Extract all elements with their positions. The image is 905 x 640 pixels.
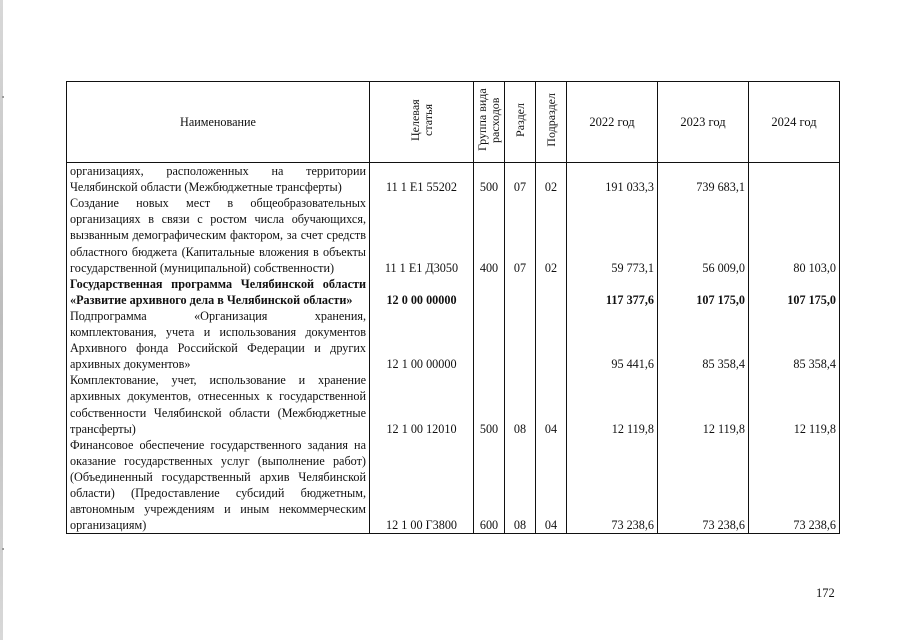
table-row (67, 437, 840, 534)
row-section (505, 308, 536, 372)
row-2022: 95 441,6 (567, 308, 658, 372)
row-target-article: 11 1 E1 Д3050 (370, 195, 474, 275)
row-expense-group (474, 276, 505, 308)
row-name: Подпрограмма «Организация хранения, комплектования, учета и использования документов Архивного фонда Российской Федерации и других архивных документов» (67, 308, 370, 372)
row-target-article: 12 1 00 Г3800 (370, 437, 474, 534)
header-2023: 2023 год (658, 82, 749, 163)
table-row (67, 308, 840, 372)
header-target-article: Целевая статья (370, 82, 474, 163)
row-section: 08 (505, 372, 536, 436)
header-subsection: Подраздел (536, 82, 567, 163)
row-name: Финансовое обеспечение государственного задания на оказание государственных услуг (выполнение работ) (Объединенный государственный архив Челябинской области) (Предоставление субсидий бюджетным, автономным учреждениям и иным некоммерческим организациям) (67, 437, 370, 534)
table-header-row (67, 82, 840, 163)
budget-table (66, 81, 840, 534)
row-2023: 12 119,8 (658, 372, 749, 436)
row-2024: 85 358,4 (749, 308, 840, 372)
row-section (505, 276, 536, 308)
row-2023: 739 683,1 (658, 163, 749, 196)
row-2022: 12 119,8 (567, 372, 658, 436)
table-row (67, 276, 840, 308)
row-target-article: 12 1 00 00000 (370, 308, 474, 372)
row-subsection: 02 (536, 163, 567, 196)
row-subsection: 04 (536, 372, 567, 436)
row-subsection: 02 (536, 195, 567, 275)
row-subsection: 04 (536, 437, 567, 534)
row-2024: 107 175,0 (749, 276, 840, 308)
row-2023: 73 238,6 (658, 437, 749, 534)
row-2024 (749, 163, 840, 196)
row-subsection (536, 308, 567, 372)
row-2023: 85 358,4 (658, 308, 749, 372)
page-number: 172 (816, 586, 835, 600)
row-name: Государственная программа Челябинской области «Развитие архивного дела в Челябинской области» (67, 276, 370, 308)
row-expense-group: 500 (474, 163, 505, 196)
header-expense-group: Группа вида расходов (474, 82, 505, 163)
row-name: Комплектование, учет, использование и хранение архивных документов, отнесенных к государственной собственности Челябинской области (Межбюджетные трансферты) (67, 372, 370, 436)
row-2022: 191 033,3 (567, 163, 658, 196)
row-subsection (536, 276, 567, 308)
row-section: 07 (505, 163, 536, 196)
header-section: Раздел (505, 82, 536, 163)
row-name: организациях, расположенных на территории Челябинской области (Межбюджетные трансферты) (67, 163, 370, 196)
row-2024: 73 238,6 (749, 437, 840, 534)
row-section: 08 (505, 437, 536, 534)
row-name: Создание новых мест в общеобразовательных организациях в связи с ростом числа обучающихся, вызванным демографическим фактором, за счет средств областного бюджета (Капитальные вложения в объекты государственной (муниципальной) собственности) (67, 195, 370, 275)
row-2023: 107 175,0 (658, 276, 749, 308)
row-target-article: 12 1 00 12010 (370, 372, 474, 436)
row-expense-group: 400 (474, 195, 505, 275)
row-expense-group (474, 308, 505, 372)
row-2022: 73 238,6 (567, 437, 658, 534)
scan-speck (2, 548, 4, 550)
row-2022: 59 773,1 (567, 195, 658, 275)
row-2024: 80 103,0 (749, 195, 840, 275)
row-2024: 12 119,8 (749, 372, 840, 436)
row-section: 07 (505, 195, 536, 275)
table-row (67, 163, 840, 196)
row-2022: 117 377,6 (567, 276, 658, 308)
row-2023: 56 009,0 (658, 195, 749, 275)
header-2024: 2024 год (749, 82, 840, 163)
header-name: Наименование (67, 82, 370, 163)
row-target-article: 11 1 E1 55202 (370, 163, 474, 196)
row-expense-group: 500 (474, 372, 505, 436)
header-2022: 2022 год (567, 82, 658, 163)
row-target-article: 12 0 00 00000 (370, 276, 474, 308)
row-expense-group: 600 (474, 437, 505, 534)
table-row (67, 372, 840, 436)
table-row (67, 195, 840, 275)
scan-speck (2, 96, 4, 98)
